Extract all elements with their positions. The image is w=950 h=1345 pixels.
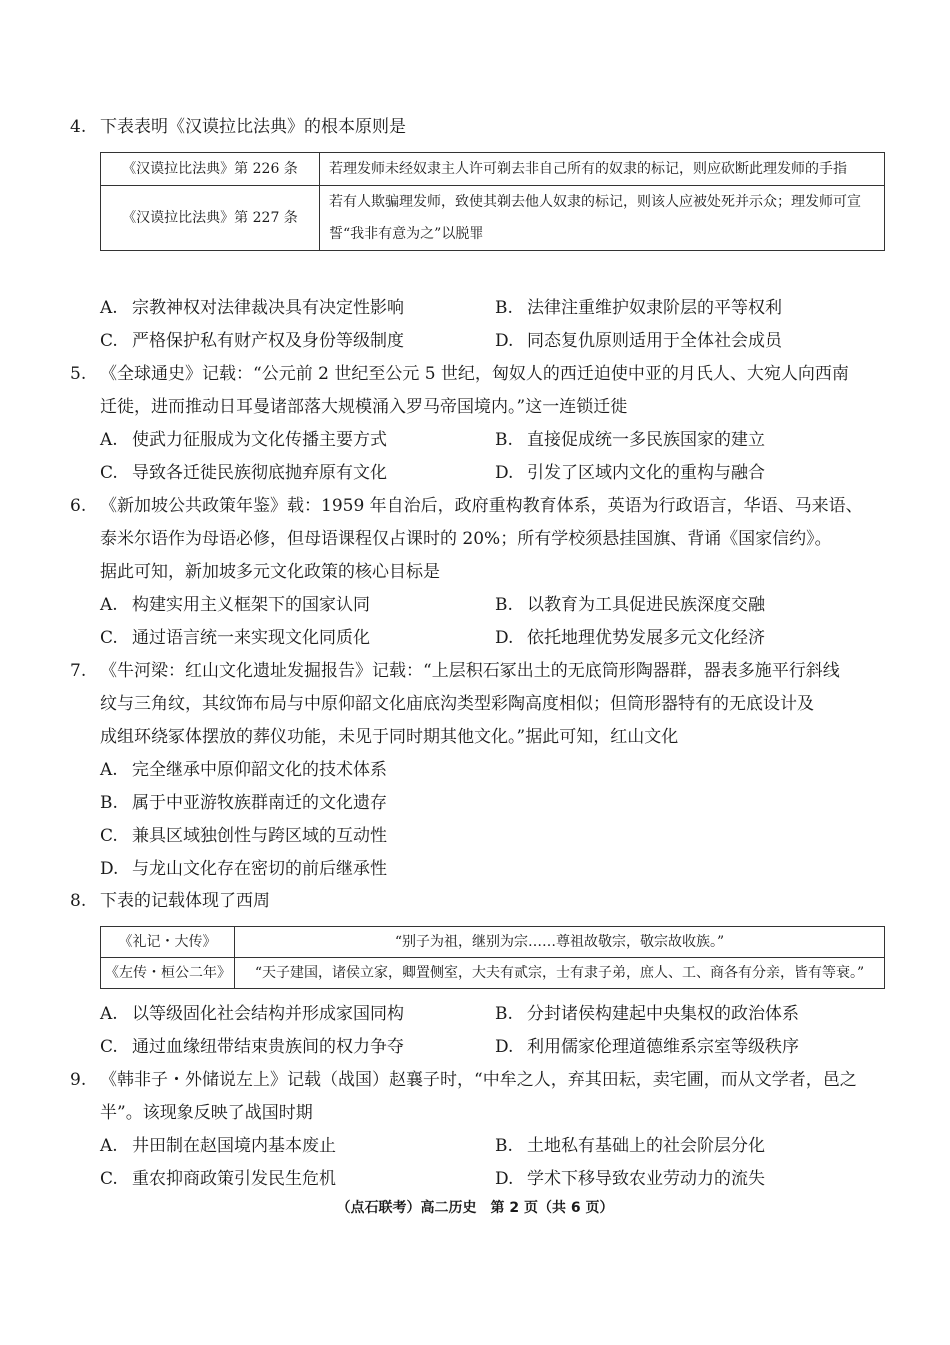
question-7	[70, 655, 890, 886]
table-cell-content: 若理发师未经奴隶主人许可剃去非自己所有的奴隶的标记，则应砍断此理发师的手指	[320, 153, 885, 186]
question-5	[70, 358, 890, 490]
question-4-stem	[70, 111, 890, 144]
option-d[interactable]: D. 学术下移导致农业劳动力的流失	[495, 1169, 765, 1189]
question-number: 7.	[70, 661, 87, 681]
option-a[interactable]: A. 完全继承中原仰韶文化的技术体系	[100, 760, 387, 780]
option-c[interactable]: C. 严格保护私有财产权及身份等级制度	[100, 331, 404, 351]
question-8-stem: 8. 下表的记载体现了西周	[70, 885, 890, 918]
question-4	[70, 111, 890, 144]
table-cell-source: 《汉谟拉比法典》第 227 条	[101, 186, 320, 251]
option-a[interactable]: A. 井田制在赵国境内基本废止	[100, 1136, 336, 1156]
question-6	[70, 490, 890, 655]
question-8-options	[70, 998, 890, 1064]
question-number: 6.	[70, 496, 87, 516]
option-b[interactable]: B. 以教育为工具促进民族深度交融	[495, 595, 765, 615]
question-number: 4.	[70, 117, 87, 137]
question-number: 5.	[70, 364, 87, 384]
table-cell-source: 《汉谟拉比法典》第 226 条	[101, 153, 320, 186]
option-d[interactable]: D. 与龙山文化存在密切的前后继承性	[100, 859, 387, 879]
question-5-stem: 5. 《全球通史》记载：“公元前 2 世纪至公元 5 世纪，匈奴人的西迁迫使中亚的月氏人、大宛人向西南 迁徙，进而推动日耳曼诸部落大规模涌入罗马帝国境内。”这一连锁迁徙	[70, 358, 890, 424]
option-d[interactable]: D. 依托地理优势发展多元文化经济	[495, 628, 765, 648]
option-c[interactable]: C. 重农抑商政策引发民生危机	[100, 1169, 336, 1189]
table-cell-source: 《礼记・大传》	[101, 927, 235, 958]
question-number: 8.	[70, 891, 87, 911]
option-b[interactable]: B. 分封诸侯构建起中央集权的政治体系	[495, 1004, 799, 1024]
table-cell-source: 《左传・桓公二年》	[101, 958, 235, 989]
option-a[interactable]: A. 使武力征服成为文化传播主要方式	[100, 430, 387, 450]
table-row	[101, 927, 885, 958]
table-cell-content: “别子为祖，继别为宗……尊祖故敬宗，敬宗故收族。”	[235, 927, 885, 958]
option-a[interactable]: A. 构建实用主义框架下的国家认同	[100, 595, 370, 615]
option-c[interactable]: C. 兼具区域独创性与跨区域的互动性	[100, 826, 387, 846]
option-b[interactable]: B. 属于中亚游牧族群南迁的文化遗存	[100, 793, 387, 813]
option-c[interactable]: C. 导致各迁徙民族彻底抛弃原有文化	[100, 463, 387, 483]
table-cell-content: “天子建国，诸侯立家，卿置侧室，大夫有贰宗，士有隶子弟，庶人、工、商各有分亲，皆有等衰。”	[235, 958, 885, 989]
table-row	[101, 153, 885, 186]
option-c[interactable]: C. 通过血缘纽带结束贵族间的权力争夺	[100, 1037, 404, 1057]
question-6-stem: 6. 《新加坡公共政策年鉴》载：1959 年自治后，政府重构教育体系，英语为行政语言，华语、马来语、 泰米尔语作为母语必修，但母语课程仅占课时的 20%；所有学校须悬挂国旗、背诵《国家信约》。 据此可知，新加坡多元文化政策的核心目标是	[70, 490, 890, 589]
option-d[interactable]: D. 同态复仇原则适用于全体社会成员	[495, 331, 782, 351]
question-8-table	[100, 926, 885, 989]
option-b[interactable]: B. 法律注重维护奴隶阶层的平等权利	[495, 298, 782, 318]
question-4-table	[100, 152, 885, 251]
option-a[interactable]: A. 宗教神权对法律裁决具有决定性影响	[100, 298, 404, 318]
option-a[interactable]: A. 以等级固化社会结构并形成家国同构	[100, 1004, 404, 1024]
question-text: 下表表明《汉谟拉比法典》的根本原则是	[100, 117, 406, 137]
table-cell-content: 若有人欺骗理发师，致使其剃去他人奴隶的标记，则该人应被处死并示众；理发师可宣誓“我非有意为之”以脱罪	[320, 186, 885, 251]
question-8	[70, 885, 890, 918]
question-9-stem: 9. 《韩非子・外储说左上》记载（战国）赵襄子时，“中牟之人，弃其田耘，卖宅圃，而从文学者，邑之 半”。该现象反映了战国时期	[70, 1064, 890, 1130]
page-footer: （点石联考）高二历史 第 2 页（共 6 页）	[336, 1200, 614, 1216]
option-d[interactable]: D. 利用儒家伦理道德维系宗室等级秩序	[495, 1037, 799, 1057]
question-9	[70, 1064, 890, 1196]
question-7-stem: 7. 《牛河梁：红山文化遗址发掘报告》记载：“上层积石冢出土的无底筒形陶器群，器表多施平行斜线 纹与三角纹，其纹饰布局与中原仰韶文化庙底沟类型彩陶高度相似；但筒形器特有的无底设计及 成组环绕冢体摆放的葬仪功能，未见于同时期其他文化。”据此可知，红山文化	[70, 655, 890, 754]
option-c[interactable]: C. 通过语言统一来实现文化同质化	[100, 628, 370, 648]
table-row	[101, 186, 885, 251]
table-row	[101, 958, 885, 989]
option-b[interactable]: B. 土地私有基础上的社会阶层分化	[495, 1136, 765, 1156]
question-4-options	[70, 292, 890, 358]
option-d[interactable]: D. 引发了区域内文化的重构与融合	[495, 463, 765, 483]
question-number: 9.	[70, 1070, 87, 1090]
option-b[interactable]: B. 直接促成统一多民族国家的建立	[495, 430, 765, 450]
